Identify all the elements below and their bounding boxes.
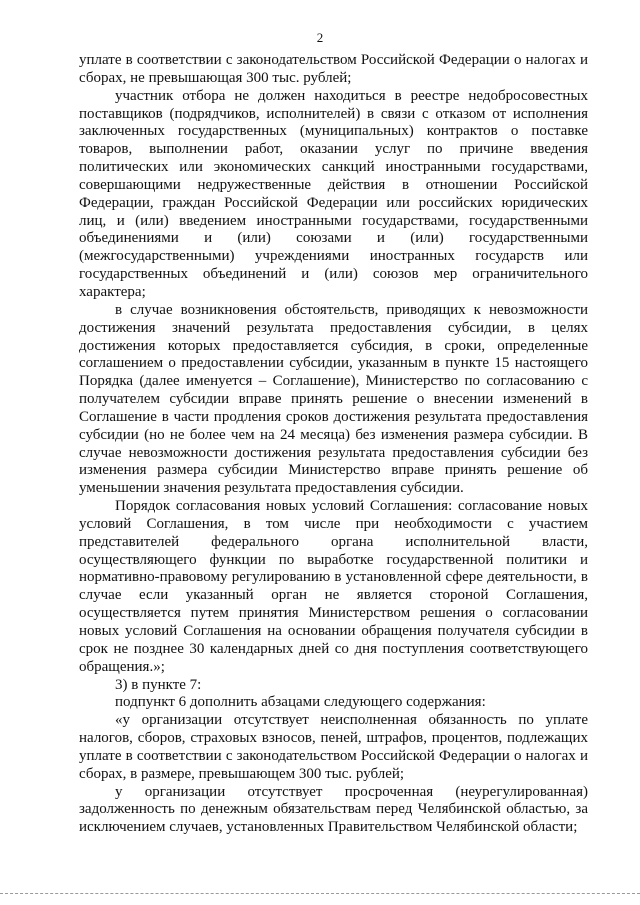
paragraph: участник отбора не должен находиться в реестре недобросовестных поставщиков (подрядчиков, исполнителей) в связи с отказом от исполнения заключенных государственных (муниципальных) контрактов о поставке товаров, выполнении работ, оказании услуг по причине введения политических или экономических санкций иностранными государствами, совершающими недружественные действия в отношении Российской Федерации, граждан Российской Федерации или российских юридических лиц, и (или) введением иностранными государствами, государственными объединениями и (или) союзами и (или) государственными (межгосударственными) учреждениями иностранных государств или государственных объединений и (или) союзов мер ограничительного характера;	[79, 87, 588, 300]
paragraph: в случае возникновения обстоятельств, приводящих к невозможности достижения значений результата предоставления субсидии, в целях достижения которых предоставляется субсидия, в сроки, определенные соглашением о предоставлении субсидии, указанным в пункте 15 настоящего Порядка (далее именуется – Соглашение), Министерство по согласованию с получателем субсидии вправе принять решение о внесении изменений в Соглашение в части продления сроков достижения результата предоставления субсидии (но не более чем на 24 месяца) без изменения размера субсидии. В случае невозможности достижения результата предоставления субсидии без изменения размера субсидии Министерство вправе принять решение об уменьшении значения результата предоставления субсидии.	[79, 301, 588, 497]
paragraph: уплате в соответствии с законодательством Российской Федерации о налогах и сборах, не превышающая 300 тыс. рублей;	[79, 52, 588, 86]
paragraph: у организации отсутствует просроченная (неурегулированная) задолженность по денежным обязательствам перед Челябинской областью, за исключением случаев, установленных Правительством Челябинской области;	[79, 783, 588, 836]
scan-edge-line	[0, 893, 640, 894]
page-number: 2	[316, 30, 324, 45]
document-body	[79, 52, 588, 837]
paragraph: 3) в пункте 7:	[115, 676, 202, 693]
paragraph: подпункт 6 дополнить абзацами следующего содержания:	[115, 694, 486, 711]
paragraph: «у организации отсутствует неисполненная обязанность по уплате налогов, сборов, страховых взносов, пеней, штрафов, процентов, подлежащих уплате в соответствии с законодательством Российской Федерации о налогах и сборах, в размере, превышающем 300 тыс. рублей;	[79, 712, 588, 782]
paragraph: Порядок согласования новых условий Соглашения: согласование новых условий Соглашения, в том числе при необходимости с участием представителей федерального органа исполнительной власти, осуществляющего функции по выработке государственной политики и нормативно-правовому регулированию в установленной сфере деятельности, в случае если указанный орган не является стороной Соглашения, осуществляется путем принятия Министерством решения о согласовании новых условий Соглашения на основании обращения получателя субсидии в срок не позднее 30 календарных дней со дня поступления соответствующего обращения.»;	[79, 498, 588, 675]
